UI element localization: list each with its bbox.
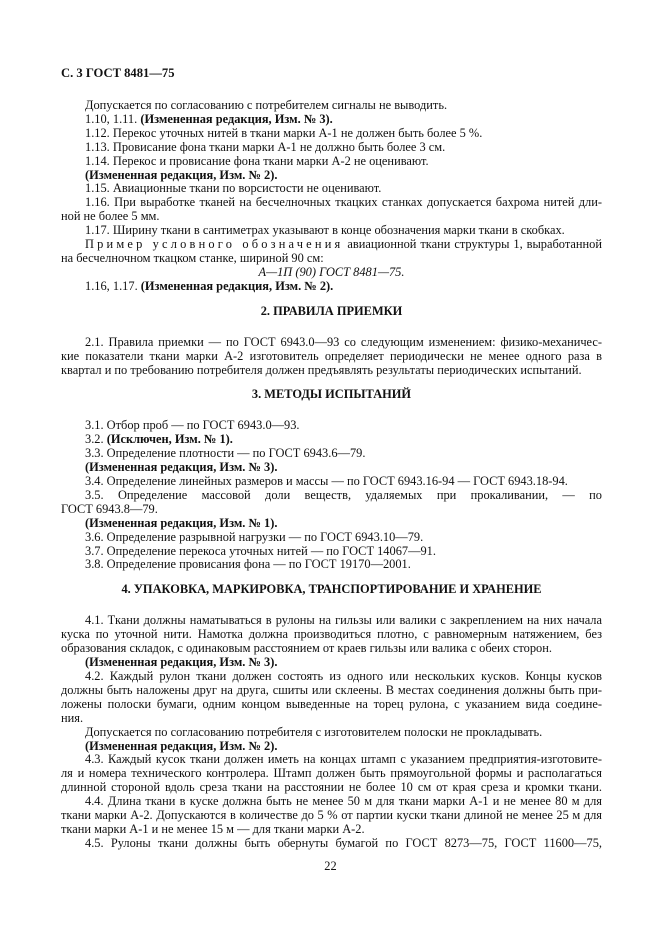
line-text: ткани марки А-2. Допускаются в количестве до 5 % от партии куски ткани длиной не менее 25 м для (61, 808, 602, 823)
text-line (61, 461, 602, 475)
text-line (61, 698, 602, 712)
line-text: 1.17. Ширину ткани в сантиметрах указывают в конце обозначения марки ткани в скобках. (85, 223, 565, 238)
paragraph-group (61, 614, 602, 850)
line-text: 4.2. Каждый рулон ткани должен состоять из одного или нескольких кусков. Концы кусков (85, 669, 602, 683)
line-text: ткани марки А-1 и не менее 15 м — для ткани марки А-2. (61, 821, 365, 836)
text-line (61, 837, 602, 851)
text-line (61, 726, 602, 740)
designation-example (61, 266, 602, 280)
text-line (61, 196, 602, 210)
line-text: 4.5. Рулоны ткани должны быть обернуты бумагой по ГОСТ 8273—75, ГОСТ 11600—75, (85, 835, 602, 850)
line-text: 1.16. При выработке тканей на бесчелночных ткацких станках допускается бахрома нитей дли- (85, 195, 602, 210)
text-line (61, 767, 602, 781)
text-line (61, 141, 602, 155)
document-body (61, 99, 602, 851)
line-text: 3.5. Определение массовой доли веществ, удаляемых при прокаливании, — по (85, 487, 602, 502)
line-text: 4.4. Длина ткани в куске должна быть не менее 50 м для ткани марки А-1 и не менее 80 м для (85, 794, 602, 809)
text-line (61, 350, 602, 364)
line-text: Допускается по согласованию с потребителем сигналы не выводить. (85, 98, 448, 112)
paragraph-group (61, 336, 602, 378)
line-text: авиационной ткани структуры 1, выработанной (343, 237, 602, 252)
line-text: 3.8. Определение провисания фона — по ГОСТ 19170—2001. (85, 557, 411, 572)
line-text: 3.2. (85, 432, 107, 447)
text-line (61, 545, 602, 559)
text-line (61, 475, 602, 489)
amendment-note: (Исключен, Изм. № 1). (106, 432, 233, 447)
text-line (61, 447, 602, 461)
line-text: ния. (61, 710, 84, 725)
line-text: 3.1. Отбор проб — по ГОСТ 6943.0—93. (85, 418, 300, 433)
text-line (61, 531, 602, 545)
text-line (61, 684, 602, 698)
line-text: ГОСТ 6943.8—79. (61, 501, 158, 516)
amendment-note: (Измененная редакция, Изм. № 2). (85, 167, 278, 182)
line-text: 4.3. Каждый кусок ткани должен иметь на концах штамп с указанием предприятия-изготовите- (85, 752, 602, 767)
text-line (61, 558, 602, 572)
line-text: длинной стороной вдоль среза ткани на расстоянии не более 10 см от края среза и кромки ткани. (61, 780, 602, 795)
line-text: должны быть наложены друг на друга, сшиты или склеены. В местах соединения должны быть при- (61, 682, 602, 697)
line-text: 3.6. Определение разрывной нагрузки — по ГОСТ 6943.10—79. (85, 529, 424, 544)
line-text: 3.3. Определение плотности — по ГОСТ 6943.6—79. (85, 446, 366, 461)
text-line (61, 127, 602, 141)
text-line (61, 740, 602, 754)
text-line (61, 614, 602, 628)
section-heading: 2. ПРАВИЛА ПРИЕМКИ (260, 303, 403, 318)
text-line (61, 517, 602, 531)
text-line (61, 182, 602, 196)
document-page (61, 0, 602, 851)
line-text: ля и номера технического контролера. Штамп должен быть прямоугольной формы и располагаться (61, 766, 602, 781)
amendment-note: (Измененная редакция, Изм. № 2). (140, 278, 334, 293)
line-text: квартал и по требованию потребителя должен предъявлять результаты периодических испытаний. (61, 362, 582, 377)
text-line (61, 210, 602, 224)
text-line (61, 670, 602, 684)
spaced-term: Пример условного обозначения (85, 237, 344, 252)
line-text: Допускается по согласованию потребителя с изготовителем полоски не прокладывать. (85, 724, 543, 739)
text-line (61, 280, 602, 294)
line-text: 1.15. Авиационные ткани по ворсистости не оценивают. (85, 181, 382, 196)
text-line (61, 642, 602, 656)
line-text: А—1П (90) ГОСТ 8481—75. (258, 264, 405, 279)
text-line (61, 656, 602, 670)
line-text: 2.1. Правила приемки — по ГОСТ 6943.0—93 со следующим изменением: физико-механичес- (85, 334, 602, 349)
running-header: С. 3 ГОСТ 8481—75 (61, 66, 175, 80)
line-text: 3.4. Определение линейных размеров и массы — по ГОСТ 6943.16-94 — ГОСТ 6943.18-94. (85, 474, 568, 489)
line-text: ной не более 5 мм. (61, 209, 160, 224)
line-text: образования складок, с одинаковым расстоянием от краев гильзы или валика с обеих сторон. (61, 641, 552, 656)
text-line (61, 712, 602, 726)
text-line (61, 419, 602, 433)
text-line (61, 753, 602, 767)
amendment-note: (Измененная редакция, Изм. № 3). (85, 655, 278, 670)
text-line (61, 336, 602, 350)
amendment-note: (Измененная редакция, Изм. № 3). (85, 460, 278, 475)
line-text: 1.13. Провисание фона ткани марки А-1 не должно быть более 3 см. (85, 139, 446, 154)
line-text: 1.16, 1.17. (85, 278, 141, 293)
section-heading: 3. МЕТОДЫ ИСПЫТАНИЙ (251, 387, 412, 402)
text-line (61, 99, 602, 113)
text-line (61, 795, 602, 809)
text-line (61, 781, 602, 795)
line-text: кие показатели ткани марки А-2 изготовитель определяет периодически не менее одного раза в (61, 348, 602, 363)
line-text: куска по уточной нити. Намотка должна производиться плотно, с равномерным натяжением, без (61, 627, 602, 642)
line-text: ложены полоски бумаги, одним концом выведенные на торец рулона, с указанием вида соедине- (61, 696, 602, 711)
amendment-note: (Измененная редакция, Изм. № 1). (85, 515, 278, 530)
text-line (61, 252, 602, 266)
text-line (61, 155, 602, 169)
amendment-note: (Измененная редакция, Изм. № 3). (140, 111, 333, 126)
line-text: на бесчелночном ткацком станке, шириной 90 см: (61, 250, 324, 265)
line-text: 4.1. Ткани должны наматываться в рулоны на гильзы или валики с закреплением на них начала (85, 613, 602, 628)
section-heading: 4. УПАКОВКА, МАРКИРОВКА, ТРАНСПОРТИРОВАНИЕ И ХРАНЕНИЕ (121, 582, 542, 597)
line-text: 1.14. Перекос и провисание фона ткани марки А-2 не оценивают. (85, 153, 429, 168)
text-line (61, 809, 602, 823)
paragraph-group (61, 419, 602, 572)
text-line (61, 489, 602, 503)
text-line (61, 169, 602, 183)
text-line (61, 364, 602, 378)
page-number: 22 (324, 858, 337, 873)
line-text: 1.12. Перекос уточных нитей в ткани марки А-1 не должен быть более 5 %. (85, 125, 483, 140)
text-line (61, 224, 602, 238)
text-line (61, 238, 602, 252)
line-text: 3.7. Определение перекоса уточных нитей — по ГОСТ 14067—91. (85, 543, 436, 558)
paragraph-group (61, 99, 602, 294)
text-line (61, 503, 602, 517)
text-line (61, 628, 602, 642)
text-line (61, 113, 602, 127)
text-line (61, 433, 602, 447)
text-line (61, 823, 602, 837)
amendment-note: (Измененная редакция, Изм. № 2). (85, 738, 278, 753)
line-text: 1.10, 1.11. (85, 111, 141, 126)
